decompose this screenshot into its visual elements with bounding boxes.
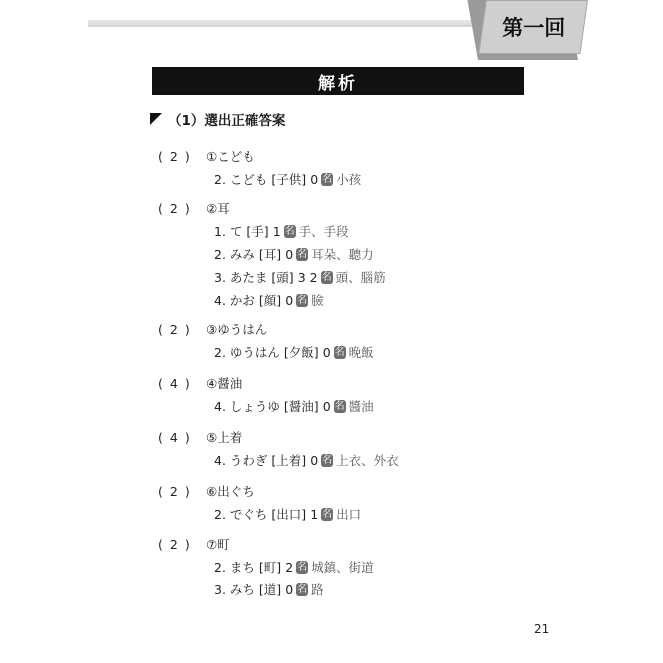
question-text: ⑥出ぐち (206, 484, 255, 499)
option-number: 2. (214, 559, 226, 575)
chapter-tab-label: 第一回 (501, 16, 565, 40)
question-row (158, 428, 242, 446)
option-kanji: [手] (246, 224, 269, 239)
option-meaning: 城鎮、街道 (311, 560, 374, 575)
section-title: 解析 (152, 67, 524, 95)
option-kanji: [顔] (258, 293, 282, 308)
question-text: ③ゆうはん (206, 322, 268, 337)
accent-mark: 0 (285, 246, 294, 262)
option-row (214, 451, 399, 469)
option-kanji: [道] (258, 582, 282, 597)
option-reading: うわぎ (229, 453, 268, 468)
option-kanji: [上着] (271, 453, 307, 468)
option-reading: みみ (229, 247, 255, 262)
question-text: ⑦町 (206, 537, 230, 552)
answer-paren: ( 4 ) (158, 429, 190, 445)
option-row (214, 505, 361, 523)
option-number: 4. (214, 398, 226, 414)
option-kanji: [出口] (271, 507, 307, 522)
option-meaning: 出口 (336, 507, 362, 522)
question-text: ④醤油 (206, 376, 243, 391)
option-meaning: 臉 (311, 293, 324, 308)
answer-value: 2 (169, 483, 178, 499)
question-row (158, 535, 230, 553)
header-rule (88, 20, 490, 27)
question-text: ①こども (206, 149, 255, 164)
option-kanji: [夕飯] (283, 345, 319, 360)
answer-paren: ( 4 ) (158, 375, 190, 391)
option-meaning: 路 (311, 582, 324, 597)
answer-value: 2 (169, 536, 178, 552)
option-row (214, 397, 374, 415)
option-reading: まち (229, 560, 255, 575)
question-row (158, 482, 255, 500)
part-of-speech-badge: 名 (297, 248, 308, 260)
option-reading: あたま (229, 270, 268, 285)
option-number: 2. (214, 171, 226, 187)
page-number: 21 (534, 622, 550, 636)
part-of-speech-badge: 名 (334, 400, 345, 412)
option-number: 3. (214, 269, 226, 285)
option-kanji: [子供] (271, 172, 307, 187)
option-meaning: 上衣、外衣 (336, 453, 399, 468)
option-number: 2. (214, 506, 226, 522)
accent-mark: 0 (322, 398, 331, 414)
part-of-speech-badge: 名 (334, 346, 345, 358)
option-number: 3. (214, 581, 226, 597)
accent-mark: 0 (285, 292, 294, 308)
question-row (158, 320, 267, 338)
option-row (214, 222, 349, 240)
option-number: 4. (214, 292, 226, 308)
option-reading: しょうゆ (229, 399, 280, 414)
exercise-heading-text: （1）選出正確答案 (168, 113, 286, 129)
answer-paren: ( 2 ) (158, 536, 190, 552)
accent-mark: 1 (310, 506, 319, 522)
option-number: 1. (214, 223, 226, 239)
option-row (214, 268, 386, 286)
option-meaning: 醬油 (348, 399, 374, 414)
accent-mark: 0 (310, 452, 319, 468)
answer-paren: ( 2 ) (158, 148, 190, 164)
option-reading: ゆうはん (229, 345, 280, 360)
option-meaning: 晚飯 (348, 345, 374, 360)
option-row (214, 291, 324, 309)
answer-paren: ( 2 ) (158, 321, 190, 337)
triangle-marker-icon (150, 113, 162, 125)
part-of-speech-badge: 名 (321, 271, 332, 283)
option-row (214, 343, 374, 361)
accent-mark: 1 (272, 223, 281, 239)
option-meaning: 手、手段 (298, 224, 349, 239)
answer-value: 2 (169, 148, 178, 164)
part-of-speech-badge: 名 (297, 561, 308, 573)
option-reading: て (229, 224, 243, 239)
option-reading: かお (229, 293, 255, 308)
option-meaning: 耳朵、聽力 (311, 247, 374, 262)
question-row (158, 199, 230, 217)
accent-mark: 0 (310, 171, 319, 187)
part-of-speech-badge: 名 (322, 508, 333, 520)
answer-value: 4 (169, 375, 178, 391)
option-row (214, 245, 374, 263)
part-of-speech-badge: 名 (297, 583, 308, 595)
option-meaning: 頭、腦筋 (335, 270, 386, 285)
option-meaning: 小孩 (336, 172, 362, 187)
option-reading: みち (229, 582, 255, 597)
option-row (214, 170, 361, 188)
part-of-speech-badge: 名 (284, 225, 295, 237)
question-row (158, 147, 255, 165)
answer-paren: ( 2 ) (158, 483, 190, 499)
answer-paren: ( 2 ) (158, 200, 190, 216)
answer-value: 2 (169, 200, 178, 216)
option-reading: こども (229, 172, 268, 187)
exercise-heading (150, 109, 285, 129)
option-row (214, 558, 374, 576)
option-row (214, 580, 324, 598)
part-of-speech-badge: 名 (322, 173, 333, 185)
answer-value: 4 (169, 429, 178, 445)
chapter-tab (478, 0, 588, 54)
option-number: 4. (214, 452, 226, 468)
option-kanji: [耳] (258, 247, 282, 262)
answer-value: 2 (169, 321, 178, 337)
question-text: ⑤上着 (206, 430, 243, 445)
option-kanji: [町] (258, 560, 282, 575)
option-number: 2. (214, 344, 226, 360)
option-number: 2. (214, 246, 226, 262)
question-text: ②耳 (206, 201, 230, 216)
option-kanji: [醤油] (283, 399, 319, 414)
accent-mark: 0 (285, 581, 294, 597)
part-of-speech-badge: 名 (297, 294, 308, 306)
accent-mark: 3 2 (297, 269, 318, 285)
question-row (158, 374, 242, 392)
option-reading: でぐち (229, 507, 268, 522)
accent-mark: 0 (322, 344, 331, 360)
option-kanji: [頭] (271, 270, 294, 285)
accent-mark: 2 (285, 559, 294, 575)
part-of-speech-badge: 名 (322, 454, 333, 466)
